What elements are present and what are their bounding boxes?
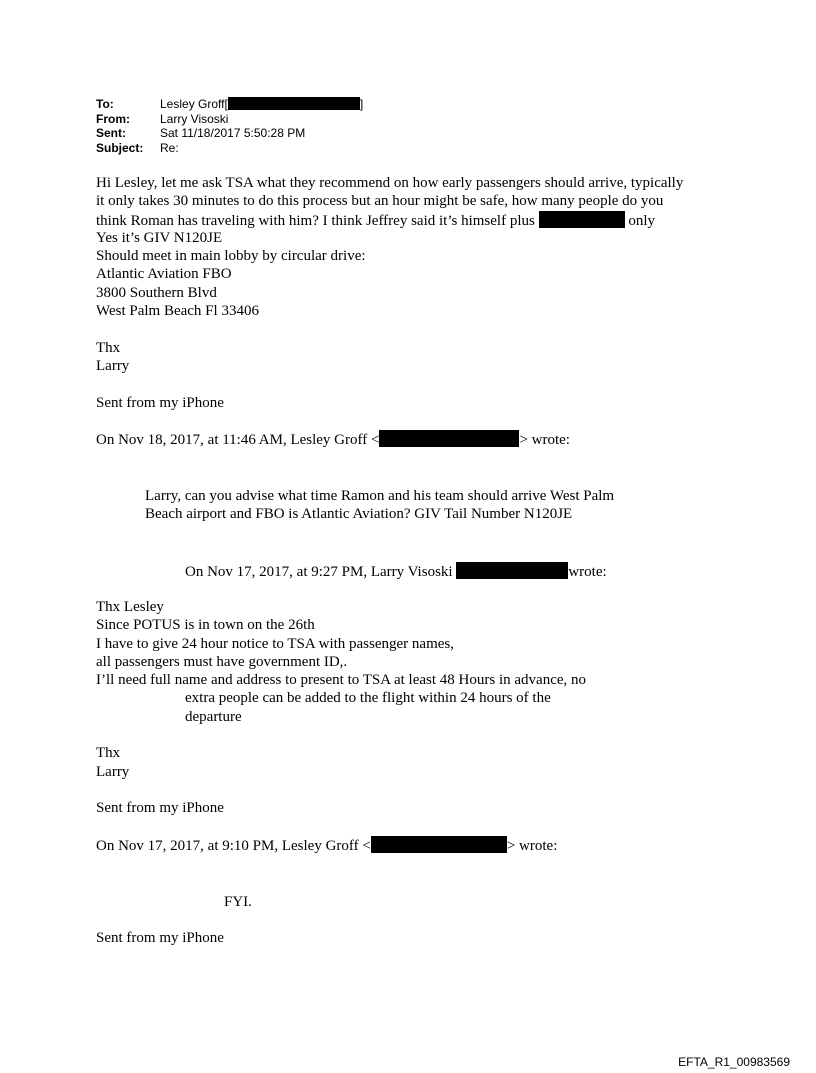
body-line: 3800 Southern Blvd [96, 284, 217, 301]
sign-off: Thx [96, 339, 121, 356]
quote-text: On Nov 17, 2017, at 9:10 PM, Lesley Groff < [96, 837, 371, 854]
sent-from-line: Sent from my iPhone [96, 394, 224, 411]
body-line: Atlantic Aviation FBO [96, 266, 232, 283]
fyi-text: FYI. [224, 894, 252, 910]
body-line: all passengers must have government ID,. [96, 653, 348, 670]
to-row [96, 97, 363, 112]
document-id: EFTA_R1_00983569 [678, 1055, 790, 1069]
redaction-block [371, 836, 507, 853]
quote-text: On Nov 17, 2017, at 9:27 PM, Larry Visoski [185, 564, 453, 580]
body-line: I’ll need full name and address to present to TSA at least 48 Hours in advance, no [96, 672, 587, 689]
body-line: West Palm Beach Fl 33406 [96, 303, 259, 320]
sent-value: Sat 11/18/2017 5:50:28 PM [160, 126, 306, 140]
body-line: Larry, can you advise what time Ramon and his team should arrive West Palm [145, 488, 615, 504]
body-text: only [628, 212, 656, 229]
quote-attribution [185, 562, 607, 581]
body-line: Thx Lesley [96, 599, 164, 615]
redaction-block [539, 211, 625, 228]
signature-name: Larry [96, 763, 130, 780]
quoted-message [96, 598, 586, 854]
body-line [96, 211, 683, 229]
signature-name: Larry [96, 357, 130, 374]
body-line: Hi Lesley, let me ask TSA what they recommend on how early passengers should arrive, typically [96, 175, 684, 191]
body-line: departure [185, 708, 242, 725]
body-line: Since POTUS is in town on the 26th [96, 617, 315, 634]
from-value: Larry Visoski [160, 111, 229, 126]
reply-body [96, 174, 683, 448]
body-text: it only takes 30 minutes to do this process but an hour might be safe, how many people do you [96, 193, 664, 210]
email-header [96, 97, 363, 155]
quote-text: On Nov 18, 2017, at 11:46 AM, Lesley Groff < [96, 432, 380, 449]
body-line [96, 192, 683, 210]
subject-label: Subject: [96, 140, 144, 155]
to-label: To: [96, 97, 114, 111]
body-text: think Roman has traveling with him? I think Jeffrey said it’s himself plus [96, 212, 535, 229]
body-line: Beach airport and FBO is Atlantic Aviation? GIV Tail Number N120JE [145, 506, 573, 523]
quote-attribution [96, 836, 586, 854]
subject-row [96, 141, 363, 156]
from-label: From: [96, 111, 130, 126]
sent-label: Sent: [96, 126, 126, 140]
quote-text: wrote: [568, 564, 607, 580]
body-line: extra people can be added to the flight within 24 hours of the [185, 690, 551, 707]
sent-from-line: Sent from my iPhone [96, 930, 224, 946]
quoted-message [145, 487, 614, 524]
subject-value: Re: [160, 140, 179, 155]
to-close: ] [359, 97, 364, 111]
quote-text: > wrote: [506, 837, 558, 854]
body-line: I have to give 24 hour notice to TSA with passenger names, [96, 635, 454, 652]
body-line: Yes it’s GIV N120JE [96, 229, 223, 246]
sent-from-line: Sent from my iPhone [96, 800, 224, 817]
quote-text: > wrote: [519, 432, 570, 449]
to-value: Lesley Groff[ [160, 97, 228, 111]
sign-off: Thx [96, 745, 121, 762]
redaction-block [456, 562, 568, 579]
sent-row [96, 126, 363, 141]
redaction-block [228, 97, 360, 110]
redaction-block [379, 430, 519, 447]
body-line: Should meet in main lobby by circular drive: [96, 248, 366, 265]
from-row [96, 112, 363, 127]
quote-attribution [96, 430, 683, 448]
